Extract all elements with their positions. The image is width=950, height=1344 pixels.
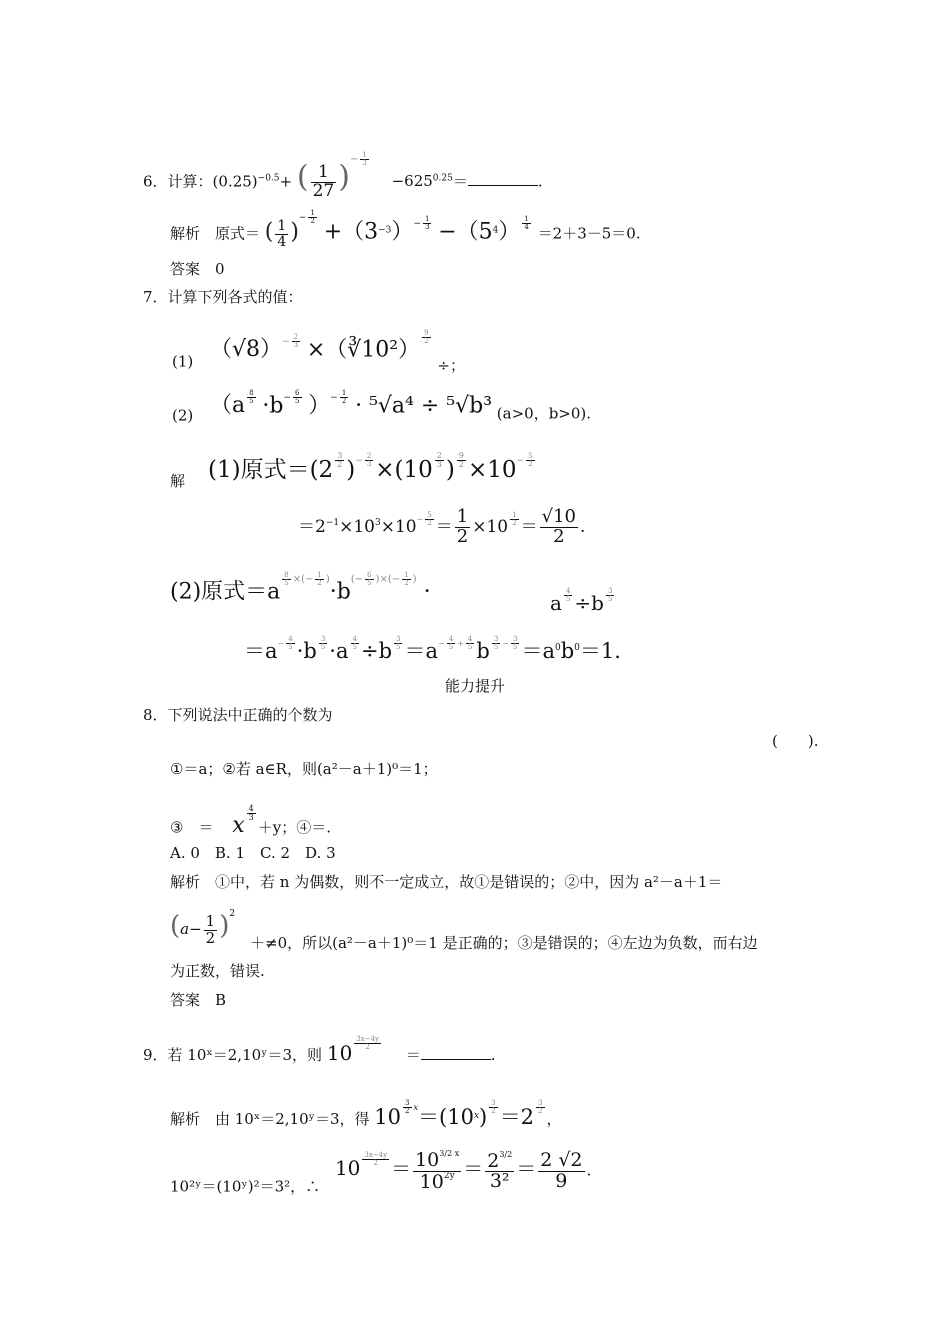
q9-label: 9．若 10ˣ＝2,10ʸ＝3，则 [143, 1045, 323, 1064]
q8-line2-exp: 4 3 [248, 804, 254, 823]
q7-sol-line2-e1: −1 [325, 518, 340, 529]
q9-solution-line1: 解析 由 10ˣ＝2,10ʸ＝3，得 10 $^{\frac{3}{2} x}=(10^x)$ $^{\frac{3}{2}}$ ＝2 $^{\frac{3}{2}}$ ， [170, 1099, 562, 1129]
q6-eq: ＝ [452, 172, 468, 191]
q6-solution-line: 解析 原式＝ ( $\frac{1}{4}$ )$^{- \frac{1}{2}}$ $+(3^{-3})^{- \frac{1}{3}}$ $-(5^4)$ $^{\frac{1}{4}}$ ＝2＋3－5＝0. [170, 209, 641, 250]
q6-sol-term2-close: ） [391, 219, 414, 245]
q7-part2 [172, 390, 591, 423]
q8-line2-x: x [232, 813, 245, 839]
q7-part1-exp1: − 2 3 [282, 333, 299, 350]
q7-sol-line4-a: ＝a [244, 638, 278, 663]
q8-solution-line2b: ＋≠0，所以(a²－a＋1)⁰＝1 是正确的；③是错误的；④左边为负数，而右边 [250, 934, 758, 952]
q7-part1 [172, 330, 465, 373]
q6-exp3: 0.25 [432, 173, 453, 184]
q7-solution-label: 解 [170, 472, 186, 490]
q6-exp2: − 1 3 [349, 151, 367, 168]
q9-solution-line2: 10²ʸ＝(10ʸ)²＝3²，∴ 10 $^{\frac{3x-4y}{2}}$ ＝ $\frac{10^{3/2 x}}{10^{2y}}$ ＝ $\frac{2^{3/2}}{\text{3²}}$ ＝ $\frac{2 √2}{9}$ . [170, 1149, 592, 1196]
q7-sol-line1-c: ×10 [467, 456, 517, 483]
q7-part2-condition: (a>0，b>0). [496, 404, 592, 423]
q6-sol-term2: +（3 [323, 219, 379, 245]
q8-options: A. 0 B. 1 C. 2 D. 3 [170, 844, 336, 862]
q7-sol-line2-a: ＝2 [298, 516, 326, 537]
q7-sol-line4-g-exp: 0 [554, 642, 561, 653]
q9-ten: 10 [326, 1040, 353, 1065]
q8-line1: ①＝a；②若 a∈R，则(a²－a＋1)⁰＝1； [170, 760, 438, 778]
q7-sol-line4-h-exp: 0 [574, 642, 580, 653]
q9-sol2-end: . [586, 1161, 592, 1180]
q6-sol-term3: −（5 [438, 219, 493, 245]
q8-line2-b: ＋y；④＝. [257, 818, 331, 837]
q9-exp: 3x−4y 2 [356, 1035, 379, 1052]
q7-sol-line1: (1)原式＝(2 $^{\frac{3}{2}}$ )$^{- \frac{2}{3}}$ ×(10 $^{\frac{2}{3}}$ ) $^{\frac{9}{2}}$ $\times 10^{- \frac{5}{2}}$ [208, 451, 533, 483]
q8-line2 [170, 805, 331, 837]
q7-part2-close: ） [308, 393, 331, 419]
q9-sol2-frac1: $\frac{10^{3/2 x}}{10^{2y}}$ [415, 1149, 460, 1193]
q7-sol-line2: $=2^{-1}\times 10^3\times 10^{- \frac{5}{2}}$ ＝ $\frac{1}{2}$ ×10 $^{\frac{1}{2}}$ ＝ $\frac{√10}{2}$ . [298, 506, 586, 547]
q7-sol-line3-sub: a $^{\frac{4}{5}}$ ÷b $^{\frac{3}{5}}$ [550, 587, 613, 615]
q7-sol-line4-c: ·a [329, 638, 349, 663]
q8-sol2-a: a− [180, 920, 202, 938]
q8-sol2-sq: 2 [229, 909, 236, 919]
q7-sol-line4-h: b [560, 638, 575, 663]
q6-sol-term3-close: ） [498, 219, 521, 245]
q7-part2-term-b: ·b [262, 393, 284, 419]
q7-sol-line3-b: ·b [329, 579, 351, 605]
q6-plus: + [279, 172, 293, 191]
q7-sol-line2-eq: ＝ [435, 516, 453, 537]
q7-sol-line4-result: ＝1. [579, 638, 621, 663]
q7-sol-line3: (2)原式＝a $^{\frac{8}{5} \times(- \frac{1}{2} )}\cdot b^{(- \frac{6}{5} )\times(- \frac{1}{2} )}$ · [170, 571, 431, 605]
q9-sol1-comma: ， [546, 1109, 562, 1128]
q6-frac [311, 164, 337, 201]
q6-frac-num: 1 [311, 164, 337, 183]
q7-sol-line2-c: ×10 [380, 516, 417, 537]
q7-sol-line2-eq2: ＝ [520, 516, 538, 537]
q7-part1-exp2: 9 2 [424, 329, 429, 346]
q7-sol-line4: $=a^{- \frac{4}{5}}$ ·b $^{\frac{3}{5}}$ ·a $^{\frac{4}{5}}$ ÷b $^{\frac{3}{5}}$ $=a^{- \frac{4}{5} + \frac{4}{5}}$ b $^{\frac{3}{5} - \frac{3}{5}}$ $=a^0b^0=1$. [244, 635, 621, 663]
q6-line [143, 152, 543, 201]
q9-sol2-frac3: $\frac{2 √2}{9}$ [540, 1149, 583, 1192]
q7-part1-term2: ×（∛10²） [306, 337, 421, 363]
q7-sol-line4-e: ＝a [404, 638, 439, 663]
q9-sol2-eq3: ＝ [516, 1156, 537, 1181]
q7-sol-line3-a: (2)原式＝a [170, 579, 281, 605]
q9-sol2-eq1: ＝ [391, 1156, 412, 1181]
q7-part2-b-exp: − 6 5 [283, 389, 300, 406]
q6-minus625: −625 [391, 172, 433, 191]
q6-sol-frac1: $\frac{1}{4}$ [277, 218, 287, 250]
q7-sol-line4-b: ·b [296, 638, 317, 663]
q6-term1: (0.25) [212, 172, 258, 191]
q9-sol2-frac2: $\frac{2^{3/2}}{\text{3²}}$ [487, 1149, 513, 1193]
q9-sol2-pre: 10²ʸ＝(10ʸ)²＝3²，∴ [170, 1177, 321, 1196]
q7-part2-term-a: （a [210, 393, 246, 419]
q6-sol-result: ＝2＋3－5＝0. [537, 224, 641, 243]
q6-sol-exp3: 1 4 [524, 215, 529, 232]
q7-sol-line1-b: ×(10 [375, 456, 433, 483]
q9-answer-blank[interactable] [421, 1045, 491, 1060]
q7-sol-line2-b: ×10 [339, 516, 375, 537]
q9-sol2-eq2: ＝ [463, 1156, 484, 1181]
q9-sol2-ten: 10 [334, 1156, 361, 1181]
q9-line [143, 1036, 496, 1063]
q7-part2-exp: − 1 2 [330, 389, 347, 406]
q9-period: . [490, 1045, 496, 1064]
q9-sol1-a: 10 [374, 1104, 402, 1129]
q9-solution-label: 解析 由 10ˣ＝2,10ʸ＝3，得 [170, 1109, 370, 1128]
q8-answer: 答案 B [170, 991, 227, 1009]
q7-part1-tail: ÷； [437, 356, 465, 375]
q6-exp1: −0.5 [257, 173, 280, 184]
q7-part1-term1: （√8） [210, 337, 283, 363]
q6-paren-left: ( [296, 159, 309, 195]
q8-sol2-frac: $\frac{1}{2}$ [205, 911, 216, 947]
q8-solution-line1: 解析 ①中，若 n 为偶数，则不一定成立，故①是错误的；②中，因为 a²－a＋1＝ [170, 873, 723, 891]
q8-solution-line2: (a− $\frac{1}{2}$ )$^2$ [170, 909, 236, 947]
q7-sol-line4-f: b [476, 638, 490, 663]
q7-part2-a-exp: 8 5 [249, 389, 254, 406]
q7-sol-line2-result: $\frac{√10}{2}$ [541, 506, 576, 547]
q8-answer-paren[interactable]: ( ). [772, 732, 819, 750]
q7-sol-line4-d: ÷b [360, 638, 393, 663]
q6-answer-blank[interactable] [468, 171, 538, 186]
q7-sol-line2-frac: $\frac{1}{2}$ [456, 506, 469, 547]
q6-period: . [537, 172, 543, 191]
q7-sol-line2-e2: 3 [375, 518, 381, 529]
q9-eq: ＝ [405, 1045, 421, 1064]
q6-sol-exp2: − 1 3 [413, 215, 430, 232]
q6-frac-den: 27 [312, 180, 335, 201]
q7-part2-label: (2) [172, 406, 194, 425]
q7-sol-line2-d: ×10 [472, 516, 509, 537]
q6-answer: 答案 0 [170, 260, 225, 278]
q7-part2-roots: · ⁵√a⁴ ÷ ⁵√b³ [355, 393, 493, 419]
q6-paren-right: ) [338, 159, 350, 195]
q7-part1-label: (1) [172, 352, 194, 371]
q6-sol-term2-exp: −3 [378, 225, 392, 236]
q9-sol1-b: ＝(10 [418, 1104, 474, 1129]
q7-sol-line4-g: ＝a [521, 638, 555, 663]
q8-label: 8．下列说法中正确的个数为 [143, 706, 333, 724]
q6-sol-term3-exp: 4 [492, 225, 499, 236]
q6-solution-label: 解析 原式＝ [170, 224, 261, 243]
q9-sol1-c: ＝2 [499, 1104, 535, 1129]
q8-line2-a: ③ ＝ [170, 818, 214, 837]
q8-solution-line3: 为正数，错误. [170, 962, 265, 980]
q6-sol-exp1: − 1 2 [298, 209, 315, 226]
q7-sol-line3-sub-a: a [550, 590, 562, 615]
q7-sol-line3-sub-b: ÷b [574, 590, 604, 615]
q7-label: 7．计算下列各式的值： [143, 288, 303, 306]
section-title: 能力提升 [444, 677, 505, 695]
q7-sol-line1-a: (1)原式＝(2 [208, 456, 334, 483]
q6-label: 6．计算： [143, 172, 213, 191]
q7-sol-line3-c: · [423, 579, 431, 605]
